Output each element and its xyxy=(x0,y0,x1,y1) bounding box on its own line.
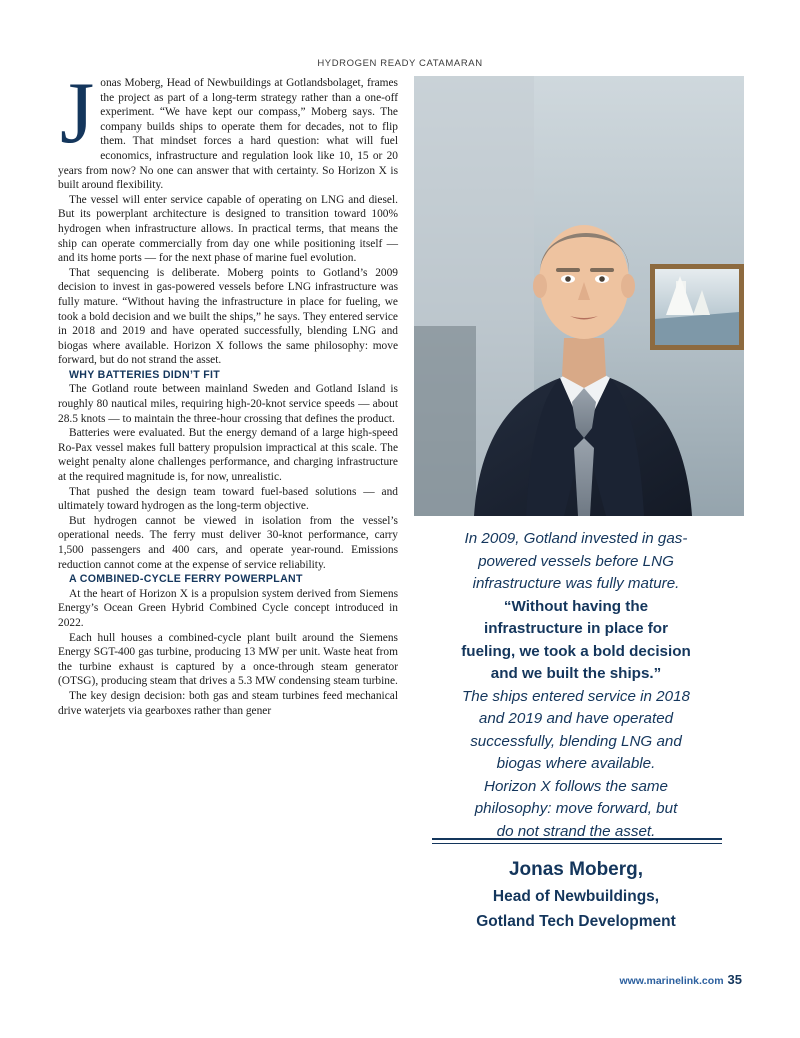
paragraph: Batteries were evaluated. But the energy demand of a large high-speed Ro-Pax vessel makes full battery propulsion impractical at this scale. The weight penalty alone challenges performance, and charging infrastructure at the required magnitude is, for now, unrealistic. xyxy=(58,427,398,484)
pull-quote-line: successfully, blending LNG and xyxy=(470,732,682,750)
paragraph: The Gotland route between mainland Sweden and Gotland Island is roughly 80 nautical miles, requiring high-20-knot service speeds — about 28.5 knots — to maintain the three-hour crossing that defines the product. xyxy=(58,383,398,425)
pull-quote xyxy=(406,528,746,843)
pull-quote-line: biogas where available. xyxy=(496,755,656,772)
divider-rule-thick xyxy=(432,838,722,840)
paragraph: At the heart of Horizon X is a propulsion system derived from Siemens Energy’s Ocean Green Hybrid Combined Cycle concept introduced in 2022. xyxy=(58,587,398,629)
pull-quote-line: philosophy: move forward, but xyxy=(474,800,678,817)
first-paragraph-block xyxy=(58,65,398,193)
attribution-organization: Gotland Tech Development xyxy=(476,913,676,930)
drop-cap: J xyxy=(60,65,95,162)
running-head: HYDROGEN READY CATAMARAN xyxy=(317,58,483,69)
pull-quote-line: infrastructure was fully mature. xyxy=(472,575,680,592)
portrait-illustration xyxy=(414,76,744,516)
paragraph: onas Moberg, Head of Newbuildings at Gotlandsbolaget, frames the project as part of a long-term strategy rather than a one-off experiment. “We have kept our compass,” Moberg says. The company builds ships to operate them for decades, not to flip them. That mindset forces a hard question: what will fuel economics, infrastructure and regulation look like 10, 15 or 20 years from now? No one can answer that with certainty. So Horizon X is built around flexibility. xyxy=(58,77,398,192)
article-body-column xyxy=(58,65,398,718)
page-number: 35 xyxy=(727,972,742,987)
divider-rule-thin xyxy=(432,843,722,844)
pull-quote-line: powered vessels before LNG xyxy=(478,552,674,570)
quote-attribution xyxy=(406,856,746,934)
section-heading-batteries: WHY BATTERIES DIDN’T FIT xyxy=(69,368,220,381)
footer-website[interactable]: www.marinelink.com xyxy=(619,975,724,987)
paragraph: That sequencing is deliberate. Moberg points to Gotland’s 2009 decision to invest in gas-powered vessels before LNG infrastructure was fully mature. “Without having the infrastructure in place for fueling, we took a bold decision and we built the ships,” he says. They entered service in 2018 and 2019 and have operated successfully, blending LNG and biogas where available. Horizon X follows the same philosophy: move forward, but do not strand the asset. xyxy=(58,266,398,367)
paragraph: The vessel will enter service capable of operating on LNG and diesel. But its powerplant architecture is designed to transition toward 100% hydrogen when infrastructure allows. In practical terms, that means the ship can operate commercially from day one while positioning itself — and its home ports — for the next phase of marine fuel evolution. xyxy=(58,193,398,265)
attribution-title: Head of Newbuildings, xyxy=(492,888,660,905)
paragraph: Each hull houses a combined-cycle plant built around the Siemens Energy SGT-400 gas turbine, producing 13 MW per unit. Waste heat from the turbine exhaust is captured by a once-through steam generator (OTSG), producing steam that drives a 5.3 MW condensing steam turbine. xyxy=(58,631,398,688)
attribution-name: Jonas Moberg, xyxy=(508,859,644,880)
paragraph: That pushed the design team toward fuel-based solutions — and ultimately toward hydrogen as the long-term objective. xyxy=(58,485,398,513)
paragraph: But hydrogen cannot be viewed in isolation from the vessel’s operational needs. The ferry must deliver 30-knot performance, carry 1,500 passengers and 400 cars, and operate year-round. Emissions reduction cannot come at the expense of service reliability. xyxy=(58,514,398,571)
pull-quote-line: “Without having the xyxy=(503,597,649,615)
pull-quote-line: and we built the ships.” xyxy=(490,665,662,682)
pull-quote-line: In 2009, Gotland invested in gas- xyxy=(464,530,688,547)
pull-quote-line: The ships entered service in 2018 xyxy=(462,687,690,705)
paragraph: The key design decision: both gas and steam turbines feed mechanical drive waterjets via gearboxes rather than gener xyxy=(58,689,398,717)
pull-quote-line: do not strand the asset. xyxy=(496,822,656,840)
portrait-photo xyxy=(414,76,744,516)
pull-quote-line: Horizon X follows the same xyxy=(483,777,668,795)
pull-quote-line: fueling, we took a bold decision xyxy=(461,642,691,660)
section-heading-powerplant: A COMBINED-CYCLE FERRY POWERPLANT xyxy=(69,573,303,586)
pull-quote-line: infrastructure in place for xyxy=(484,620,668,637)
page-footer xyxy=(619,972,742,987)
pull-quote-line: and 2019 and have operated xyxy=(478,710,674,727)
